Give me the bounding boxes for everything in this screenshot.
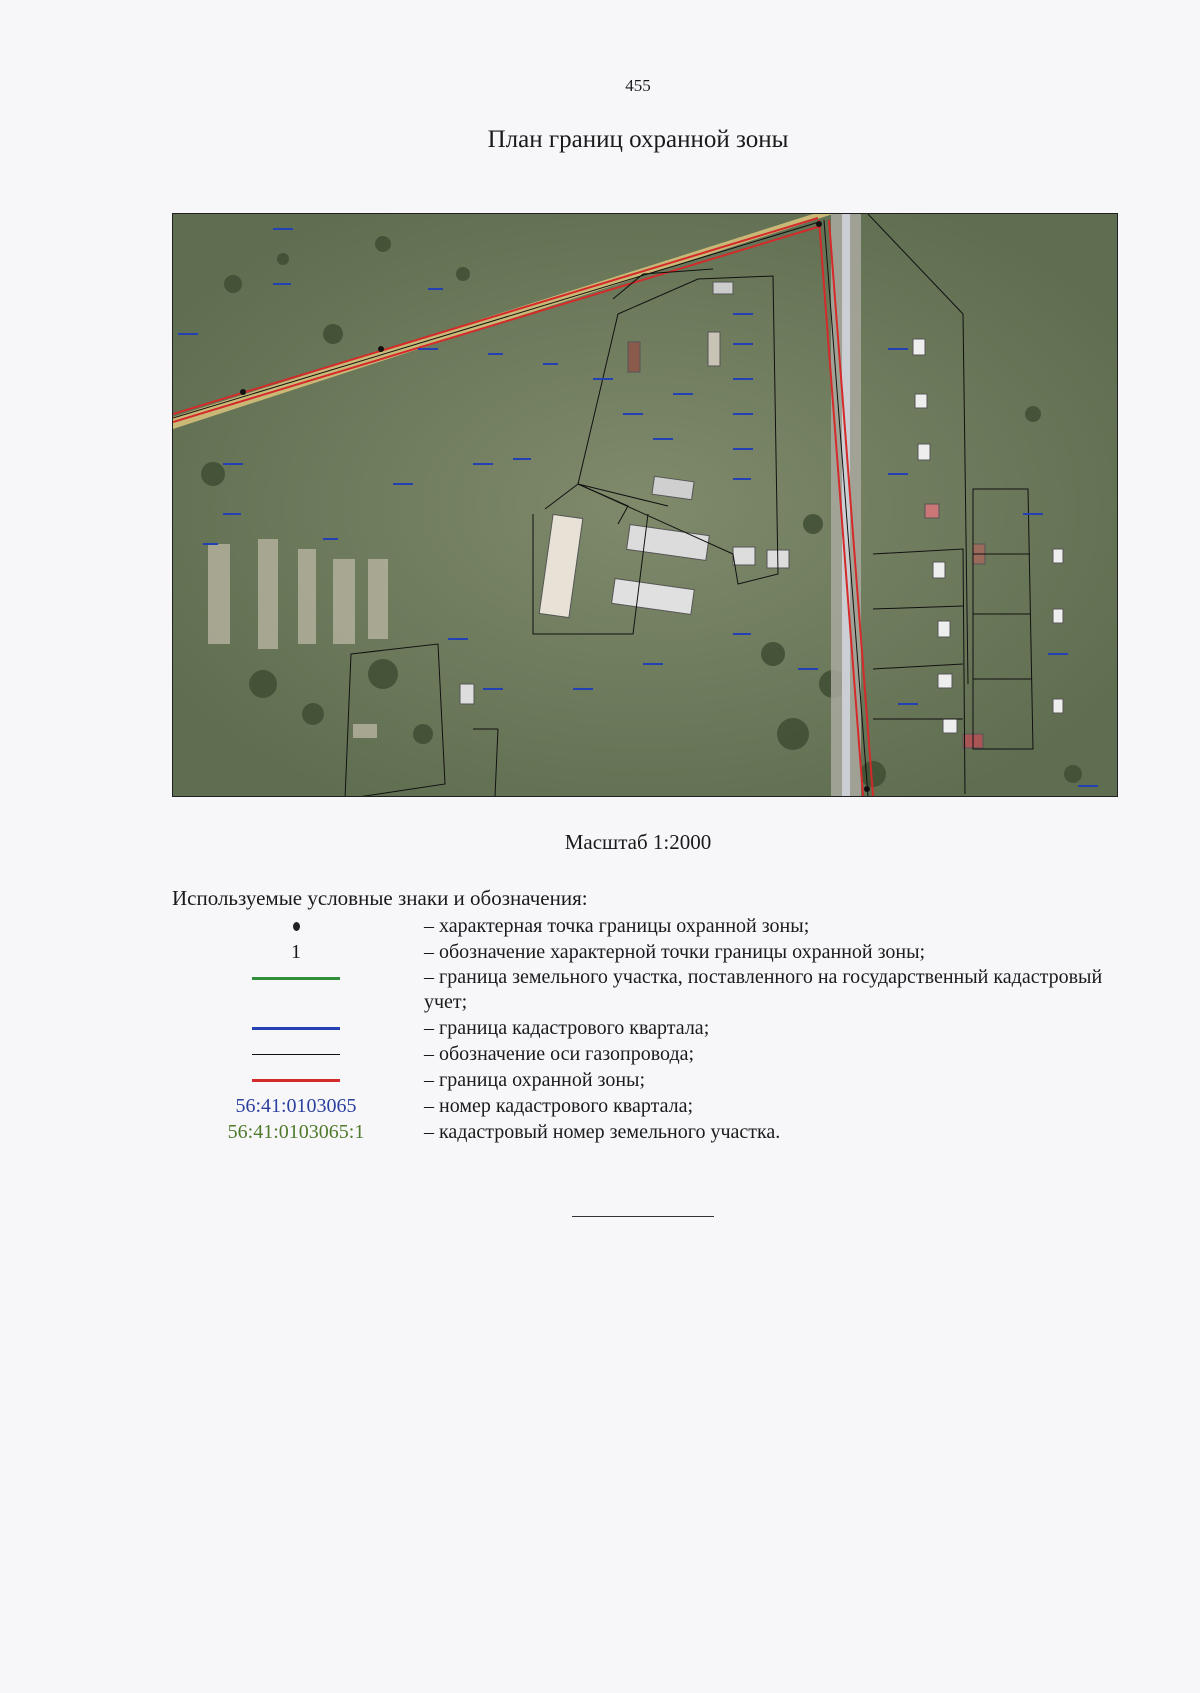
map-frame[interactable] (172, 213, 1118, 797)
legend-number-symbol (172, 939, 420, 965)
legend (172, 913, 1112, 1145)
point-marker-icon (293, 922, 300, 931)
page-number: 455 (625, 76, 651, 95)
legend-item (172, 1119, 1112, 1145)
cadastral-quarter-line-icon (252, 1027, 340, 1030)
legend-item (172, 1015, 1112, 1041)
legend-label-symbol (172, 1119, 420, 1145)
plot-number-label: 56:41:0103065:1 (227, 1121, 365, 1143)
quarter-number-label: 56:41:0103065 (235, 1095, 357, 1117)
legend-line-symbol (172, 1067, 420, 1093)
legend-item (172, 1041, 1112, 1067)
legend-item-text: – характерная точка границы охранной зоны; (424, 915, 810, 937)
point-number-label: 1 (291, 941, 301, 963)
legend-item (172, 1093, 1112, 1119)
legend-line-symbol (172, 965, 420, 991)
legend-item-text: – номер кадастрового квартала; (424, 1095, 694, 1117)
page-title: План границ охранной зоны (487, 126, 789, 153)
legend-item-text: – граница земельного участка, поставленного на государственный кадастровый учет; (424, 966, 1103, 1013)
legend-item-text: – граница кадастрового квартала; (424, 1017, 710, 1039)
legend-point-symbol (172, 913, 420, 939)
land-plot-line-icon (252, 977, 340, 980)
legend-item-text: – обозначение оси газопровода; (424, 1043, 695, 1065)
footer-divider (572, 1216, 714, 1217)
legend-item-text: – обозначение характерной точки границы охранной зоны; (424, 941, 926, 963)
legend-item (172, 1067, 1112, 1093)
legend-line-symbol (172, 1041, 420, 1067)
legend-heading: Используемые условные знаки и обозначения: (172, 886, 588, 910)
legend-item (172, 913, 1112, 939)
legend-item (172, 939, 1112, 965)
legend-line-symbol (172, 1015, 420, 1041)
legend-label-symbol (172, 1093, 420, 1119)
map-scale: Масштаб 1:2000 (564, 830, 712, 854)
legend-item (172, 965, 1112, 1015)
legend-item-text: – кадастровый номер земельного участка. (424, 1121, 781, 1143)
aerial-map (173, 214, 1117, 796)
gas-pipeline-axis-icon (252, 1054, 340, 1055)
protection-zone-line-icon (252, 1079, 340, 1082)
legend-item-text: – граница охранной зоны; (424, 1069, 646, 1091)
